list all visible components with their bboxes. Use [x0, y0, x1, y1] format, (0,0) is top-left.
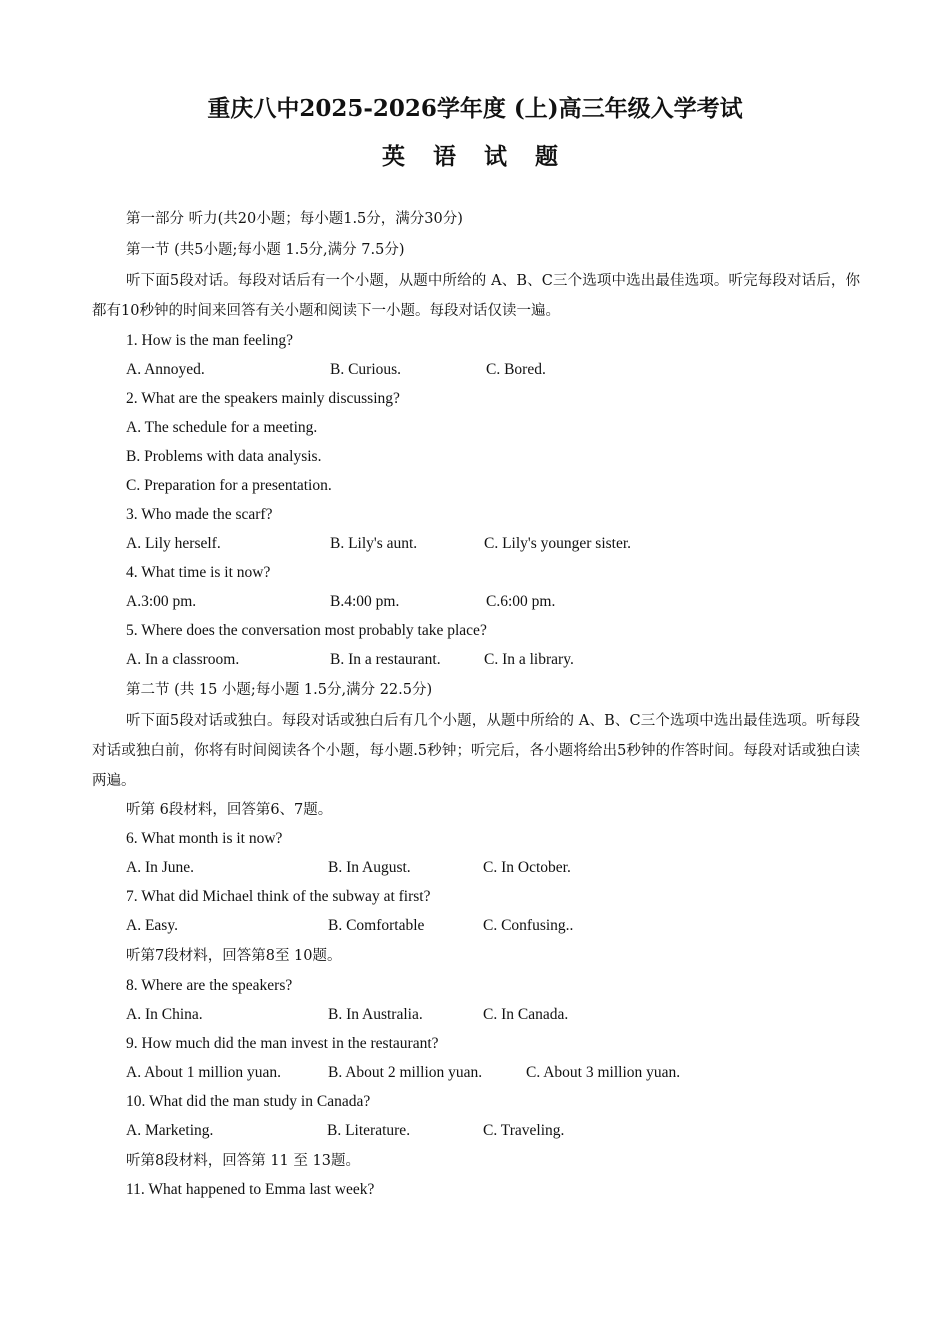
question-2-stem: 2. What are the speakers mainly discussing?: [126, 390, 400, 407]
question-10-stem: 10. What did the man study in Canada?: [126, 1093, 371, 1110]
question-2-option-c: C. Preparation for a presentation.: [126, 477, 332, 494]
question-2-option-b: B. Problems with data analysis.: [126, 448, 322, 465]
question-6-option-b: B. In August.: [328, 859, 411, 876]
question-7-option-b: B. Comfortable: [328, 917, 425, 934]
question-6-option-a: A. In June.: [126, 859, 195, 876]
question-5-stem: 5. Where does the conversation most probably take place?: [126, 622, 487, 639]
section1-heading: 第一节 (共5小题;每小题 1.5分,满分 7.5分): [126, 242, 405, 258]
question-11-stem: 11. What happened to Emma last week?: [126, 1181, 375, 1198]
question-1-option-c: C. Bored.: [486, 361, 546, 378]
question-1-option-a: A. Annoyed.: [126, 361, 205, 378]
question-1-option-b: B. Curious.: [330, 361, 402, 378]
question-5-option-b: B. In a restaurant.: [330, 651, 441, 668]
question-7-option-c: C. Confusing..: [483, 917, 574, 934]
material-8-note: 听第8段材料，回答第 11 至 13题。: [126, 1153, 360, 1169]
question-6-stem: 6. What month is it now?: [126, 830, 283, 847]
question-3-stem: 3. Who made the scarf?: [126, 506, 273, 523]
section2-heading: 第二节 (共 15 小题;每小题 1.5分,满分 22.5分): [126, 682, 433, 698]
exam-title: 重庆八中2025-2026学年度 (上)高三年级入学考试: [207, 95, 743, 122]
question-9-option-a: A. About 1 million yuan.: [126, 1064, 281, 1081]
section1-instructions: 听下面5段对话。每段对话后有一个小题，从题中所给的 A、B、C三个选项中选出最佳选项。听完每段对话后，你都有10秒钟的时间来回答有关小题和阅读下一小题。每段对话仅读一遍。: [92, 273, 860, 319]
question-3-option-a: A. Lily herself.: [126, 535, 221, 552]
question-10-option-b: B. Literature.: [327, 1122, 411, 1139]
question-5-option-c: C. In a library.: [484, 651, 574, 668]
question-10-option-c: C. Traveling.: [483, 1122, 565, 1139]
question-6-option-c: C. In October.: [483, 859, 571, 876]
material-7-note: 听第7段材料，回答第8至 10题。: [126, 948, 342, 964]
question-2-option-a: A. The schedule for a meeting.: [126, 419, 318, 436]
question-8-option-b: B. In Australia.: [328, 1006, 423, 1023]
question-1-stem: 1. How is the man feeling?: [126, 332, 294, 349]
question-5-option-a: A. In a classroom.: [126, 651, 240, 668]
question-3-option-c: C. Lily's younger sister.: [484, 535, 632, 552]
part1-heading: 第一部分 听力(共20小题；每小题1.5分，满分30分): [126, 211, 463, 227]
question-9-stem: 9. How much did the man invest in the restaurant?: [126, 1035, 439, 1052]
question-4-option-b: B.4:00 pm.: [330, 593, 400, 610]
question-8-option-a: A. In China.: [126, 1006, 203, 1023]
exam-subtitle: 英 语 试 题: [381, 143, 569, 170]
question-4-option-a: A.3:00 pm.: [126, 593, 197, 610]
question-4-option-c: C.6:00 pm.: [486, 593, 556, 610]
question-9-option-c: C. About 3 million yuan.: [526, 1064, 681, 1081]
question-9-option-b: B. About 2 million yuan.: [328, 1064, 483, 1081]
question-10-option-a: A. Marketing.: [126, 1122, 214, 1139]
question-3-option-b: B. Lily's aunt.: [330, 535, 418, 552]
question-7-stem: 7. What did Michael think of the subway at first?: [126, 888, 431, 905]
question-7-option-a: A. Easy.: [126, 917, 178, 934]
question-8-stem: 8. Where are the speakers?: [126, 977, 293, 994]
question-8-option-c: C. In Canada.: [483, 1006, 569, 1023]
material-6-note: 听第 6段材料，回答第6、7题。: [126, 802, 333, 818]
question-4-stem: 4. What time is it now?: [126, 564, 271, 581]
section2-instructions: 听下面5段对话或独白。每段对话或独白后有几个小题，从题中所给的 A、B、C三个选项中选出最佳选项。听每段对话或独白前，你将有时间阅读各个小题，每小题.5秒钟；听完后，各小题将给出5秒钟的作答时间。每段对话或独白读两遍。: [92, 713, 860, 789]
